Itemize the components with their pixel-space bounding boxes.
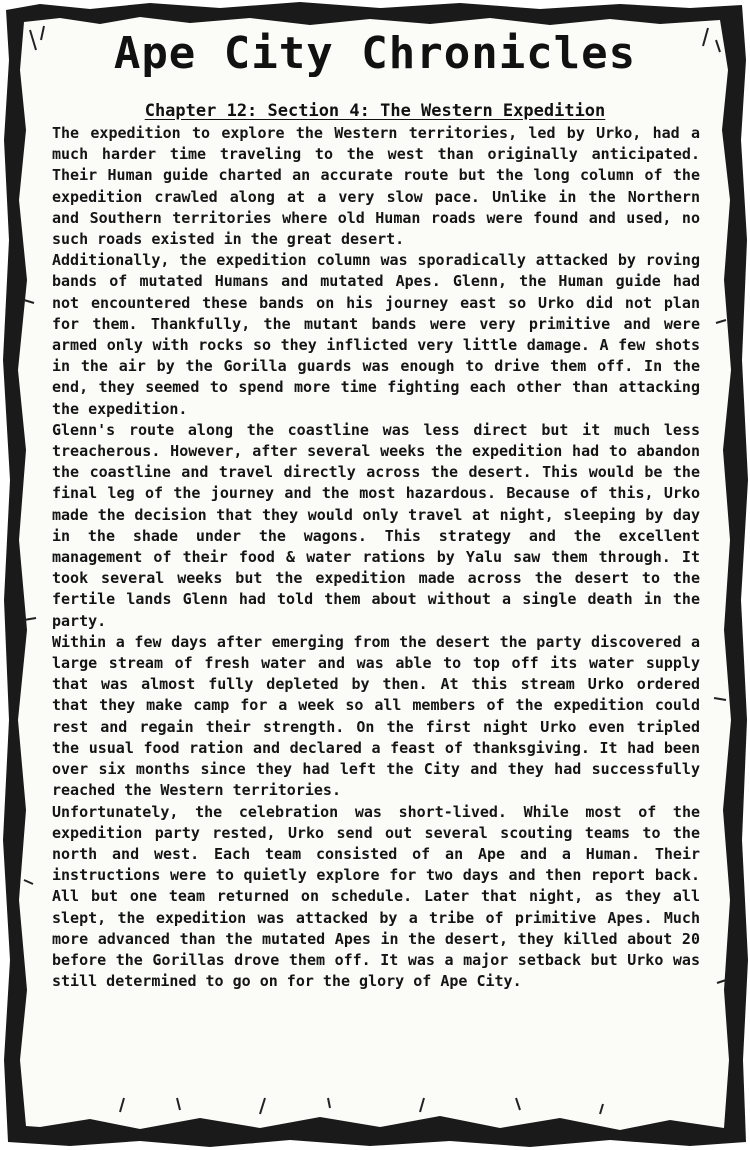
paragraph: The expedition to explore the Western territories, led by Urko, had a much harder time traveling to the west than originally anticipated. Their Human guide charted an accurate route but the long column of the expedition crawled along at a very slow pace. Unlike in the Northern and Southern territories where old Human roads were found and used, no such roads existed in the great desert. <box>52 124 700 249</box>
paragraph: Within a few days after emerging from the desert the party discovered a large stream of fresh water and was able to top off its water supply that was almost fully depleted by then. At this stream Urko ordered that they make camp for a week so all members of the expedition could rest and regain their strength. On the first night Urko even tripled the usual food ration and declared a feast of thanksgiving. It had been over six months since they had left the City and they had successfully reached the Western territories. <box>52 632 700 800</box>
paragraph: Glenn's route along the coastline was less direct but it much less treacherous. However, after several weeks the expedition had to abandon the coastline and travel directly across the desert. This would be the final leg of the journey and the most hazardous. Because of this, Urko made the decision that they would only travel at night, sleeping by day in the shade under the wagons. This strategy and the excellent management of their food & water rations by Yalu saw them through. It took several weeks but the expedition made across the desert to the fertile lands Glenn had told them about without a single death in the party. <box>52 420 700 630</box>
paragraph: Additionally, the expedition column was sporadically attacked by roving bands of mutated Humans and mutated Apes. Glenn, the Human guide had not encountered these bands on his journey east so Urko did not plan for them. Thankfully, the mutant bands were very primitive and were armed only with rocks so they inflicted very little damage. A few shots in the air by the Gorilla guards was enough to drive them off. In the end, they seemed to spend more time fighting each other than attacking the expedition. <box>52 251 700 418</box>
paragraph: Unfortunately, the celebration was short-lived. While most of the expedition party rested, Urko send out several scouting teams to the north and west. Each team consisted of an Ape and a Human. Their instructions were to quietly explore for two days and then report back. All but one team returned on schedule. Later that night, as they all slept, the expedition was attacked by a tribe of primitive Apes. Much more advanced than the mutated Apes in the desert, they killed about 20 before the Gorillas drove them off. It was a major setback but Urko was still determined to go on for the glory of Ape City. <box>52 802 700 991</box>
document-body <box>52 123 700 992</box>
document-title: Ape City Chronicles <box>113 28 637 79</box>
chapter-heading: Chapter 12: Section 4: The Western Expedition <box>144 101 606 121</box>
